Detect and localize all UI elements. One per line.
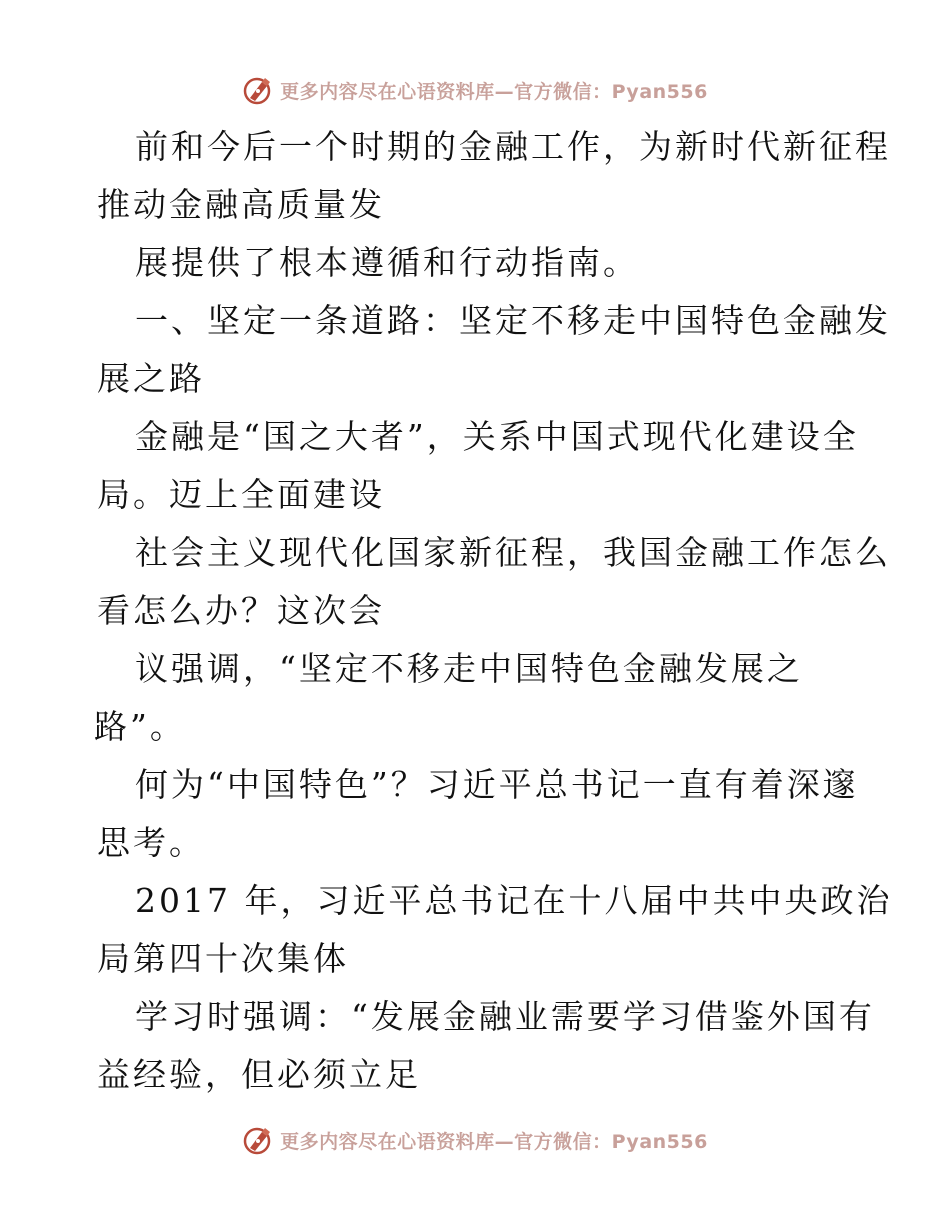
header-banner	[0, 70, 950, 110]
text-line: 局。迈上全面建设	[97, 475, 385, 514]
text-line: 路”。	[94, 707, 186, 746]
text-line: 局第四十次集体	[97, 939, 349, 978]
text-line: 金融是“国之大者”，关系中国式现代化建设全	[135, 417, 859, 456]
text-line: 学习时强调：“发展金融业需要学习借鉴外国有	[135, 997, 875, 1036]
text-line: 前和今后一个时期的金融工作，为新时代新征程	[135, 127, 891, 166]
text-line: 何为“中国特色”？习近平总书记一直有着深邃	[135, 765, 859, 804]
text-line: 益经验，但必须立足	[97, 1055, 421, 1094]
pen-nib-circle-logo-icon	[242, 74, 274, 106]
document-body	[94, 118, 893, 1104]
section-heading: 一、坚定一条道路：坚定不移走中国特色金融发	[135, 301, 891, 340]
text-line: 推动金融高质量发	[97, 185, 385, 224]
footer-banner	[0, 1120, 950, 1160]
footer-banner-text: 更多内容尽在心语资料库—官方微信：Pyan556	[280, 1130, 708, 1153]
text-line: 议强调，“坚定不移走中国特色金融发展之	[135, 649, 803, 688]
text-line: 思考。	[97, 823, 205, 862]
section-heading-continued: 展之路	[97, 359, 205, 398]
text-line: 看怎么办？这次会	[97, 591, 385, 630]
text-line: 社会主义现代化国家新征程，我国金融工作怎么	[135, 533, 891, 572]
header-banner-text: 更多内容尽在心语资料库—官方微信：Pyan556	[280, 80, 708, 103]
pen-nib-circle-logo-icon	[242, 1124, 274, 1156]
text-line: 2017 年，习近平总书记在十八届中共中央政治	[135, 881, 893, 920]
text-line: 展提供了根本遵循和行动指南。	[135, 243, 639, 282]
